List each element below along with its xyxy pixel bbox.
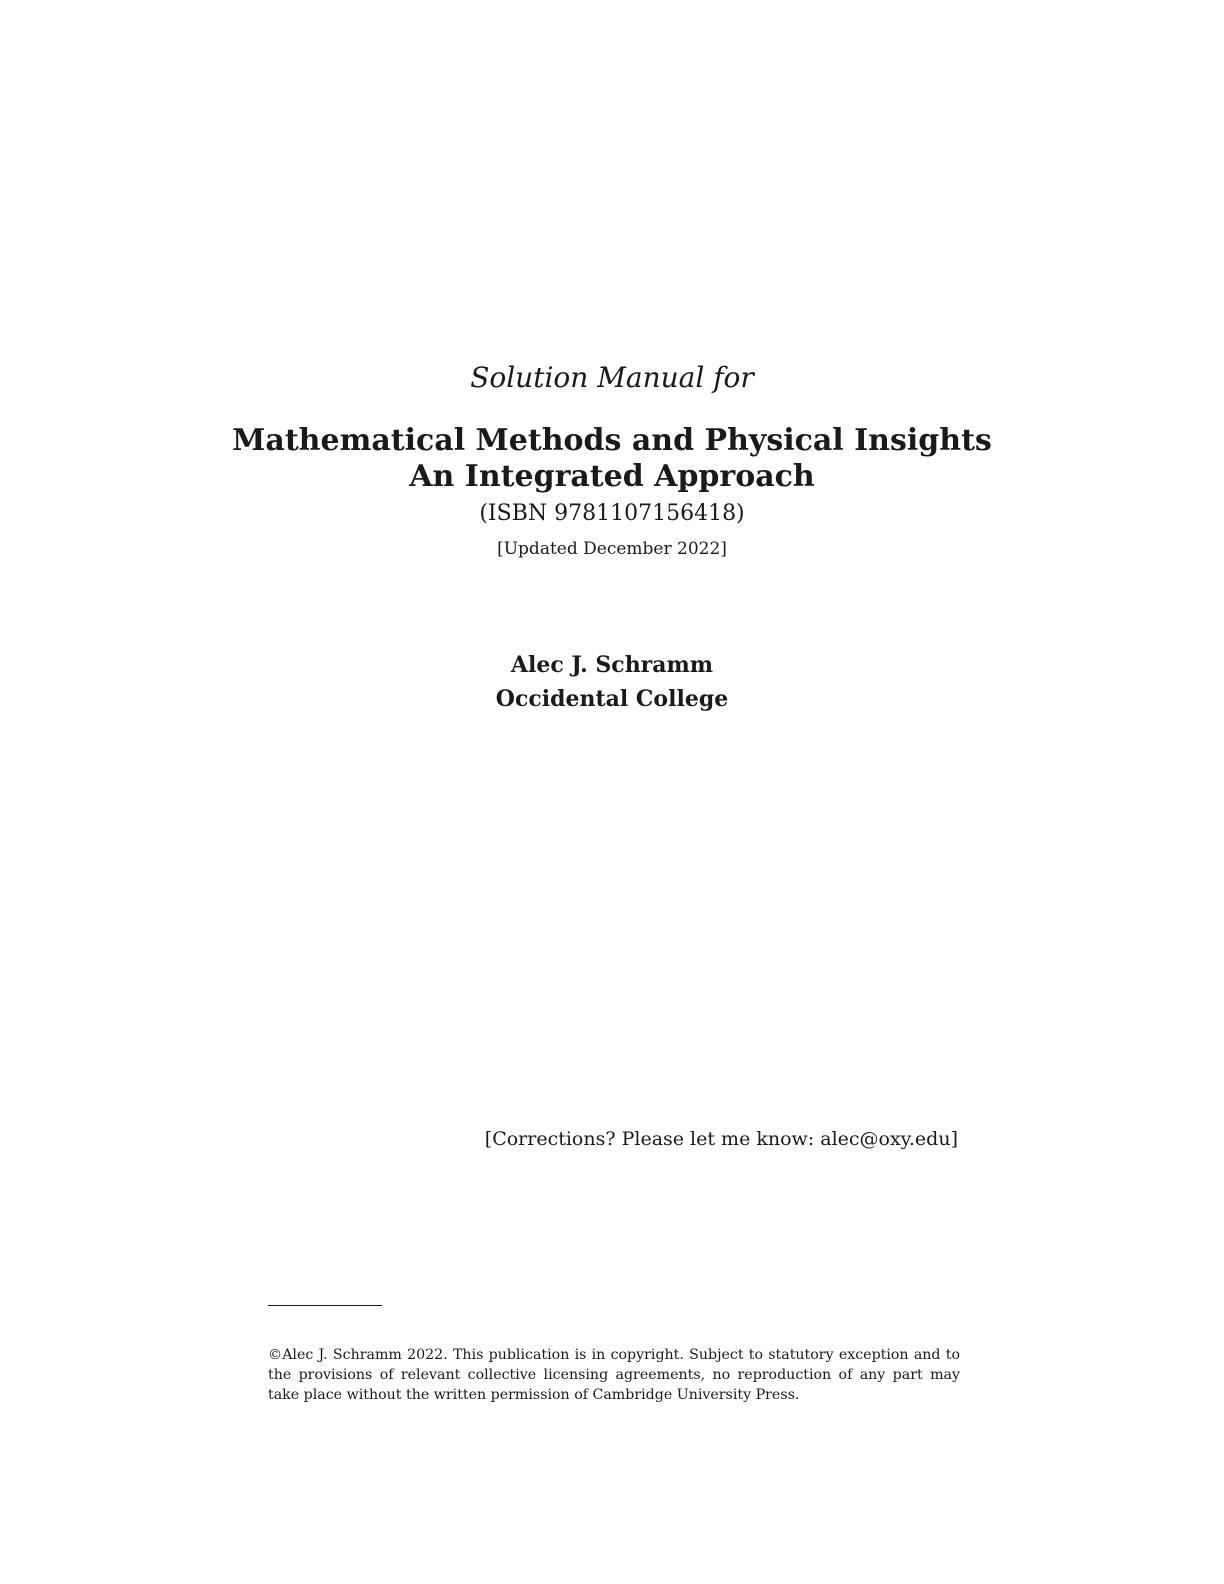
- copyright-footnote: ©Alec J. Schramm 2022. This publication is in copyright. Subject to statutory exception and to the provisions of relevant collective licensing agreements, no reproduction of any part may take place without the written permission of Cambridge University Press.: [268, 1347, 960, 1403]
- corrections-note: [Corrections? Please let me know: alec@oxy.edu]: [484, 1128, 958, 1150]
- book-title: [0, 423, 1224, 495]
- updated-date: [Updated December 2022]: [497, 539, 727, 559]
- book-title-line-2: An Integrated Approach: [409, 459, 815, 494]
- author-name: Alec J. Schramm: [510, 652, 714, 678]
- manual-subtitle: Solution Manual for: [470, 361, 754, 394]
- author-block: [0, 648, 1224, 716]
- author-affiliation: Occidental College: [495, 686, 729, 712]
- book-title-line-1: Mathematical Methods and Physical Insights: [232, 423, 992, 458]
- footnote-divider: [268, 1305, 382, 1306]
- isbn-label: (ISBN 9781107156418): [479, 501, 745, 526]
